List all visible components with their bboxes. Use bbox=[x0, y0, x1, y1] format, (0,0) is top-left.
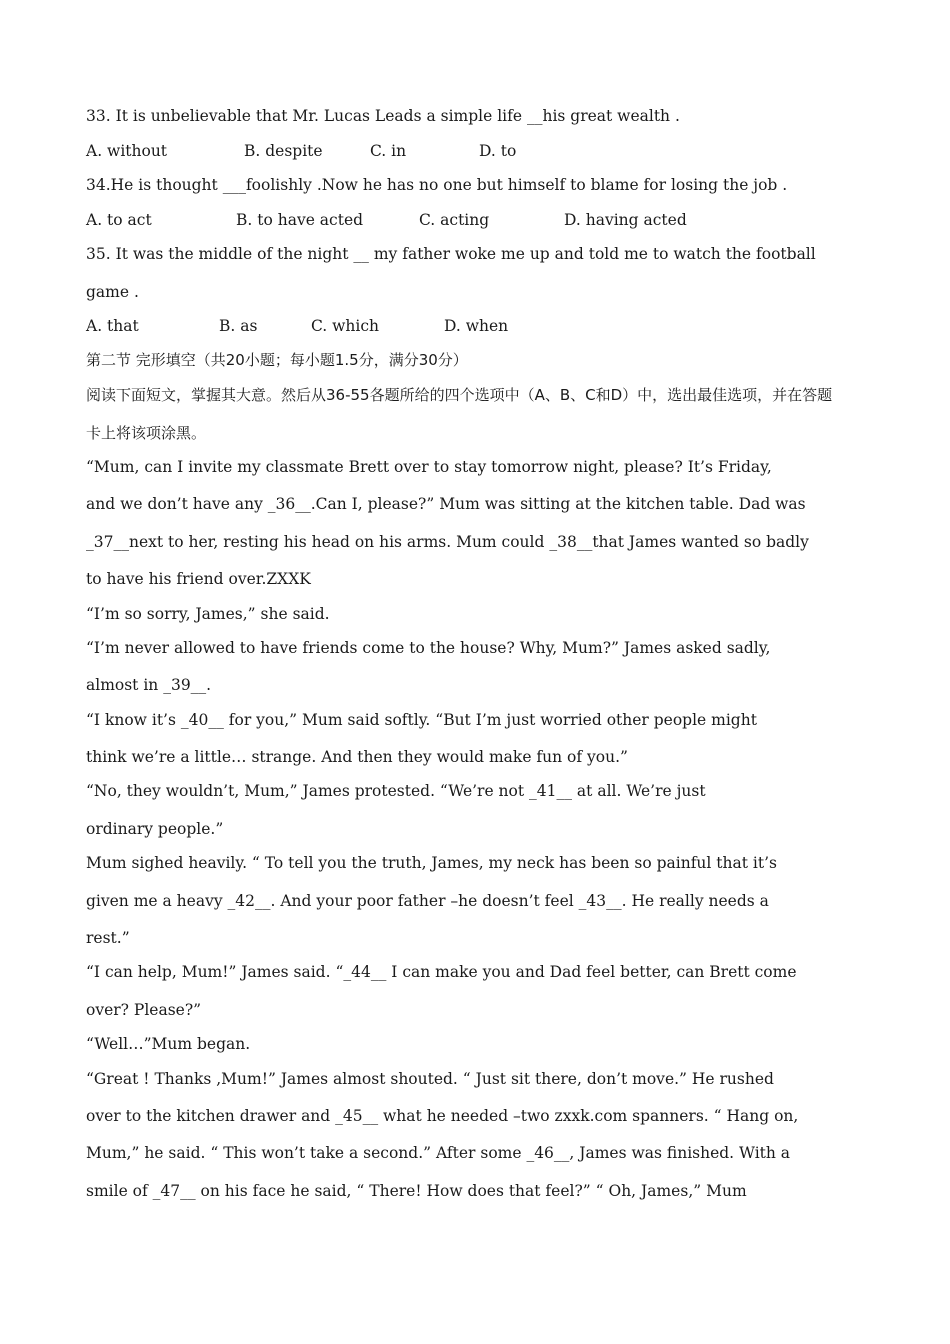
passage-line: “I can help, Mum!” James said. “_44__ I can make you and Dad feel better, can Brett come bbox=[86, 963, 797, 981]
section-instruction-line-1: 阅读下面短文，掌握其大意。然后从36-55各题所给的四个选项中（A、B、C和D）中，选出最佳选项，并在答题 bbox=[86, 386, 833, 404]
option-a: A. without bbox=[86, 142, 168, 160]
passage-line: smile of _47__ on his face he said, “ There! How does that feel?” “ Oh, James,” Mum bbox=[86, 1182, 747, 1200]
passage-line: “I’m so sorry, James,” she said. bbox=[86, 605, 330, 623]
question-34-stem: 34.He is thought ___foolishly .Now he has no one but himself to blame for losing the job . bbox=[86, 176, 788, 194]
section-instruction-line-2: 卡上将该项涂黑。 bbox=[86, 424, 207, 442]
passage-line: over to the kitchen drawer and _45__ what he needed –two zxxk.com spanners. “ Hang on, bbox=[86, 1107, 799, 1125]
option-d: D. when bbox=[444, 317, 509, 335]
option-d: D. to bbox=[479, 142, 517, 160]
passage-line: “Well…”Mum began. bbox=[86, 1035, 251, 1053]
option-b: B. despite bbox=[244, 142, 323, 160]
option-b: B. as bbox=[219, 317, 258, 335]
question-33-stem: 33. It is unbelievable that Mr. Lucas Leads a simple life __his great wealth . bbox=[86, 107, 680, 125]
passage-line: Mum,” he said. “ This won’t take a second.” After some _46__, James was finished. With a bbox=[86, 1144, 791, 1162]
section-heading: 第二节 完形填空（共20小题；每小题1.5分，满分30分） bbox=[86, 351, 468, 369]
passage-line: think we’re a little… strange. And then they would make fun of you.” bbox=[86, 748, 628, 766]
passage-line: over? Please?” bbox=[86, 1001, 202, 1019]
passage-line: and we don’t have any _36__.Can I, please?” Mum was sitting at the kitchen table. Dad was bbox=[86, 495, 806, 513]
option-c: C. acting bbox=[419, 211, 490, 229]
passage-line: ordinary people.” bbox=[86, 820, 224, 838]
passage-line: almost in _39__. bbox=[86, 676, 212, 694]
question-35-stem-line-1: 35. It was the middle of the night __ my father woke me up and told me to watch the football bbox=[86, 245, 816, 263]
passage-line: given me a heavy _42__. And your poor father –he doesn’t feel _43__. He really needs a bbox=[86, 892, 769, 910]
passage-line: rest.” bbox=[86, 929, 130, 947]
passage-line: to have his friend over.ZXXK bbox=[86, 570, 311, 588]
passage-line: “I’m never allowed to have friends come to the house? Why, Mum?” James asked sadly, bbox=[86, 639, 771, 657]
option-d: D. having acted bbox=[564, 211, 687, 229]
passage-line: “Great ! Thanks ,Mum!” James almost shouted. “ Just sit there, don’t move.” He rushed bbox=[86, 1070, 774, 1088]
option-c: C. in bbox=[370, 142, 407, 160]
option-a: A. that bbox=[86, 317, 139, 335]
question-35-stem-line-2: game . bbox=[86, 283, 139, 301]
passage-line: Mum sighed heavily. “ To tell you the truth, James, my neck has been so painful that it’s bbox=[86, 854, 777, 872]
passage-line: “No, they wouldn’t, Mum,” James protested. “We’re not _41__ at all. We’re just bbox=[86, 782, 706, 800]
option-a: A. to act bbox=[86, 211, 152, 229]
passage-line: “I know it’s _40__ for you,” Mum said softly. “But I’m just worried other people might bbox=[86, 711, 757, 729]
passage-line: _37__next to her, resting his head on his arms. Mum could _38__that James wanted so badly bbox=[86, 533, 809, 551]
option-c: C. which bbox=[311, 317, 380, 335]
option-b: B. to have acted bbox=[236, 211, 364, 229]
passage-line: “Mum, can I invite my classmate Brett over to stay tomorrow night, please? It’s Friday, bbox=[86, 458, 772, 476]
